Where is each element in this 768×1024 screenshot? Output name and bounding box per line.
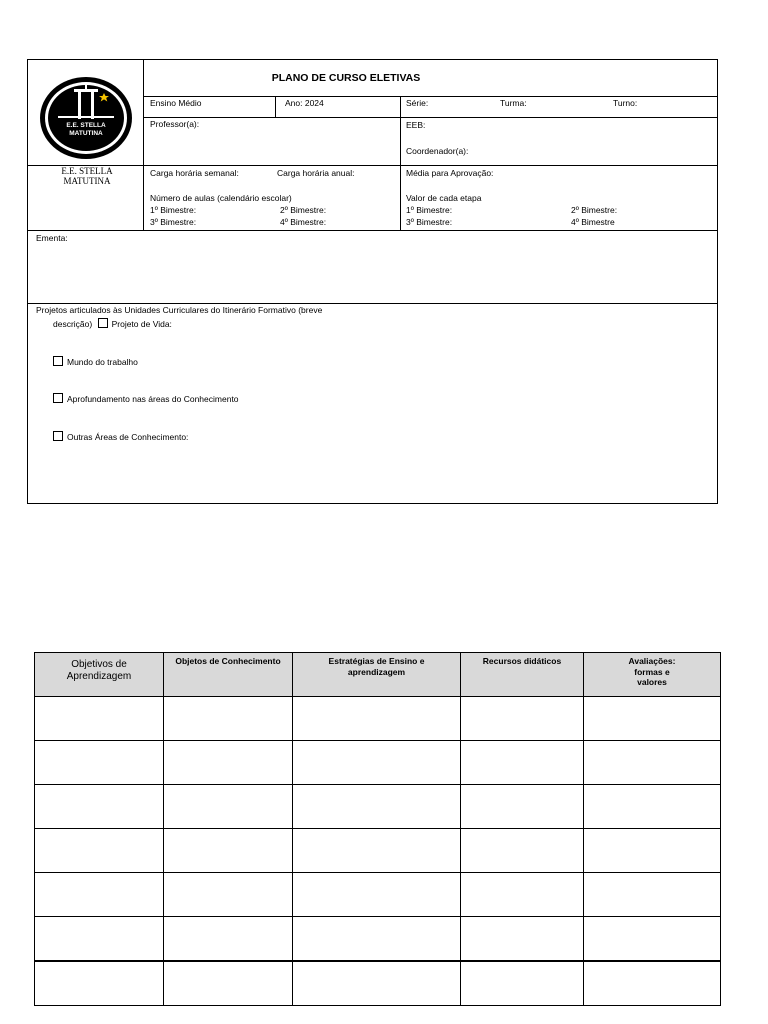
- mundo-trabalho-label: Mundo do trabalho: [67, 357, 138, 367]
- projeto-vida-label: Projeto de Vida:: [111, 319, 172, 329]
- ementa-label: Ementa:: [36, 233, 68, 243]
- projeto-vida-checkbox[interactable]: [98, 318, 108, 328]
- eeb-label: EEB:: [406, 120, 426, 130]
- projeto-vida-row: [53, 318, 172, 330]
- table-cell[interactable]: [461, 829, 584, 873]
- descricao-label: descrição): [53, 319, 93, 329]
- planning-table: [34, 652, 721, 1006]
- outras-areas-row: [53, 431, 188, 443]
- col-objetos: Objetos de Conhecimento: [164, 653, 293, 697]
- table-cell[interactable]: [293, 873, 461, 917]
- ensino-label: Ensino Médio: [150, 98, 202, 108]
- col-estrategias: Estratégias de Ensino e aprendizagem: [293, 653, 461, 697]
- table-cell[interactable]: [293, 961, 461, 1006]
- table-cell[interactable]: [293, 697, 461, 741]
- coordenador-label: Coordenador(a):: [406, 146, 469, 156]
- outras-areas-label: Outras Áreas de Conhecimento:: [67, 432, 189, 442]
- page-title: PLANO DE CURSO ELETIVAS: [271, 72, 421, 84]
- col-avaliacoes: Avaliações: formas e valores: [584, 653, 721, 697]
- aulas-bimestre-3: 3º Bimestre:: [150, 217, 197, 227]
- table-cell[interactable]: [584, 917, 721, 962]
- table-cell[interactable]: [584, 785, 721, 829]
- table-row: [35, 917, 721, 962]
- aulas-bimestre-4: 4º Bimestre:: [280, 217, 327, 227]
- ano-label: Ano: 2024: [285, 98, 324, 108]
- turma-label: Turma:: [500, 98, 527, 108]
- valor-bimestre-4: 4º Bimestre: [571, 217, 615, 227]
- table-row: [35, 741, 721, 785]
- table-cell[interactable]: [164, 697, 293, 741]
- table-cell[interactable]: [293, 785, 461, 829]
- table-cell[interactable]: [35, 961, 164, 1006]
- carga-anual-label: Carga horária anual:: [277, 168, 355, 178]
- col-recursos: Recursos didáticos: [461, 653, 584, 697]
- mundo-trabalho-row: [53, 356, 138, 368]
- aulas-bimestre-1: 1º Bimestre:: [150, 205, 197, 215]
- projetos-description: Projetos articulados às Unidades Curriculares do Itinerário Formativo (breve: [36, 305, 323, 315]
- table-cell[interactable]: [35, 873, 164, 917]
- table-row: [35, 697, 721, 741]
- table-cell[interactable]: [35, 829, 164, 873]
- aulas-bimestre-2: 2º Bimestre:: [280, 205, 327, 215]
- table-header-row: [35, 653, 721, 697]
- table-cell[interactable]: [584, 697, 721, 741]
- valor-bimestre-1: 1º Bimestre:: [406, 205, 453, 215]
- table-cell[interactable]: [35, 785, 164, 829]
- table-cell[interactable]: [584, 829, 721, 873]
- table-cell[interactable]: [35, 917, 164, 962]
- table-cell[interactable]: [584, 873, 721, 917]
- table-cell[interactable]: [164, 741, 293, 785]
- turno-label: Turno:: [613, 98, 638, 108]
- table-row: [35, 873, 721, 917]
- mundo-trabalho-checkbox[interactable]: [53, 356, 63, 366]
- aprofundamento-label: Aprofundamento nas áreas do Conhecimento: [67, 394, 239, 404]
- numero-aulas-label: Número de aulas (calendário escolar): [150, 193, 292, 203]
- table-row: [35, 785, 721, 829]
- valor-bimestre-2: 2º Bimestre:: [571, 205, 618, 215]
- table-cell[interactable]: [461, 917, 584, 962]
- table-cell[interactable]: [584, 961, 721, 1006]
- table-cell[interactable]: [584, 741, 721, 785]
- serie-label: Série:: [406, 98, 429, 108]
- school-logo: [38, 75, 134, 166]
- table-body: [35, 697, 721, 1006]
- table-cell[interactable]: [293, 741, 461, 785]
- logo-text: E.E. STELLA MATUTINA: [66, 122, 106, 137]
- table-cell[interactable]: [461, 741, 584, 785]
- table-cell[interactable]: [164, 961, 293, 1006]
- table-cell[interactable]: [461, 785, 584, 829]
- school-name: E.E. STELLA MATUTINA: [61, 166, 113, 186]
- table-cell[interactable]: [164, 873, 293, 917]
- col-objetivos: Objetivos de Aprendizagem: [35, 653, 164, 697]
- table-cell[interactable]: [293, 829, 461, 873]
- table-cell[interactable]: [293, 917, 461, 962]
- outras-areas-checkbox[interactable]: [53, 431, 63, 441]
- table-cell[interactable]: [164, 785, 293, 829]
- media-label: Média para Aprovação:: [406, 168, 494, 178]
- valor-bimestre-3: 3º Bimestre:: [406, 217, 453, 227]
- table-cell[interactable]: [35, 697, 164, 741]
- professor-label: Professor(a):: [150, 119, 200, 129]
- table-cell[interactable]: [164, 829, 293, 873]
- table-cell[interactable]: [164, 917, 293, 962]
- carga-semanal-label: Carga horária semanal:: [150, 168, 239, 178]
- table-cell[interactable]: [461, 697, 584, 741]
- table-cell[interactable]: [461, 873, 584, 917]
- aprofundamento-row: [53, 393, 239, 405]
- table-cell[interactable]: [461, 961, 584, 1006]
- aprofundamento-checkbox[interactable]: [53, 393, 63, 403]
- table-row: [35, 829, 721, 873]
- table-cell[interactable]: [35, 741, 164, 785]
- table-row: [35, 961, 721, 1006]
- valor-etapa-label: Valor de cada etapa: [406, 193, 482, 203]
